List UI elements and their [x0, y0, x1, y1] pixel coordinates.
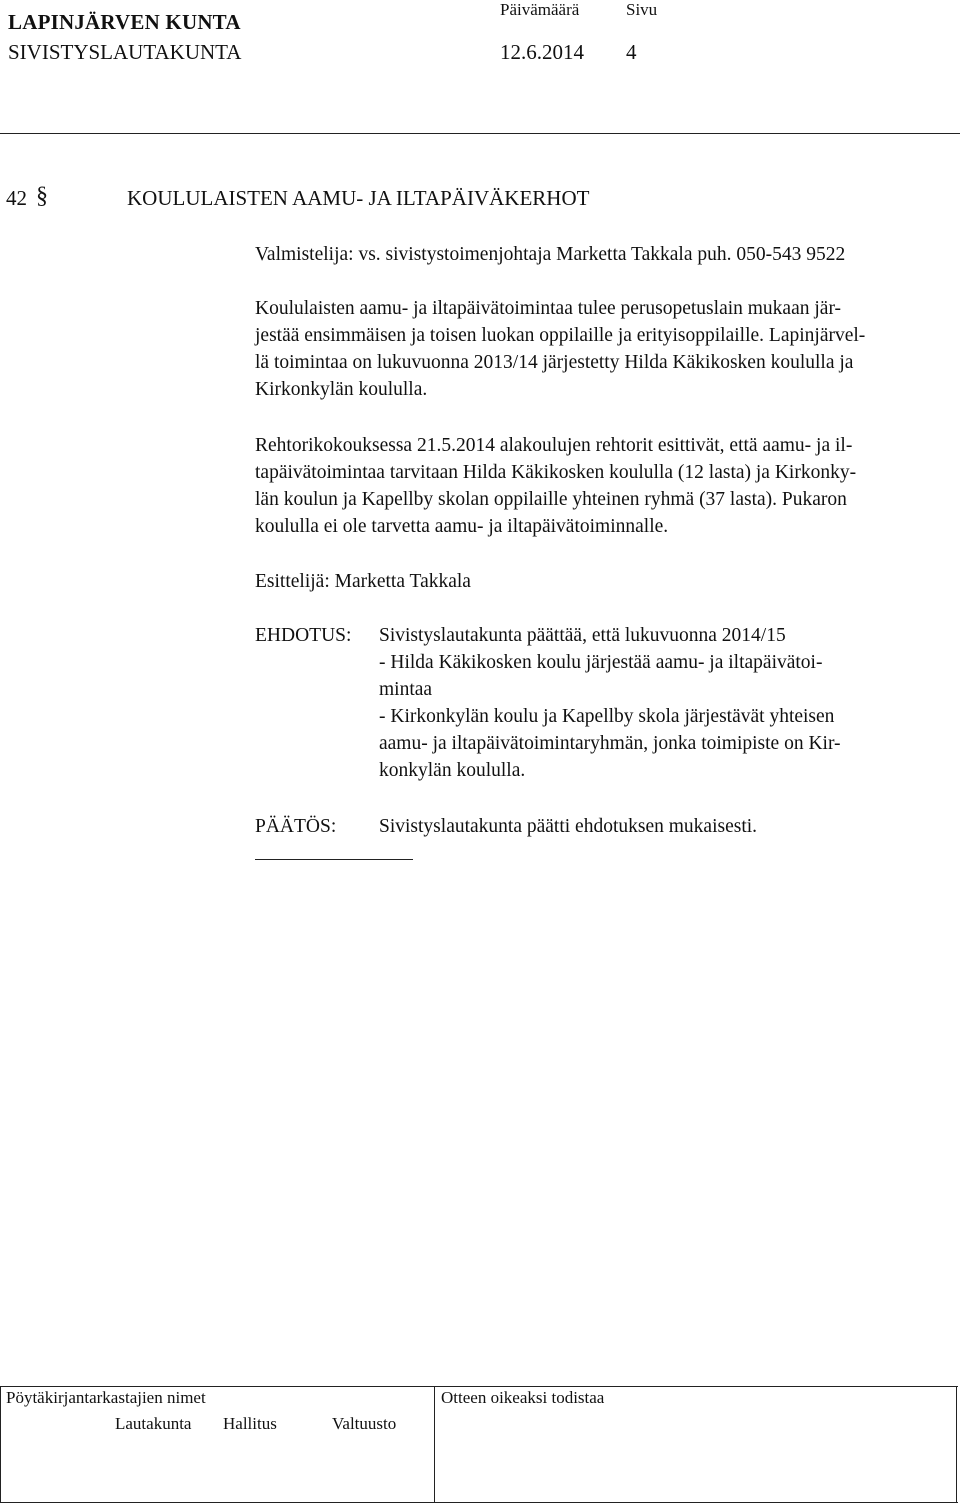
- proposal-line: konkylän koululla.: [379, 760, 526, 781]
- footer-top-border: [0, 1386, 958, 1387]
- organization-name: LAPINJÄRVEN KUNTA: [8, 10, 241, 34]
- checkers-label: Pöytäkirjantarkastajien nimet: [6, 1388, 206, 1407]
- body-label-board: Lautakunta: [115, 1414, 192, 1433]
- footer-signature-table: [0, 1386, 958, 1503]
- preparer-text: Valmistelija: vs. sivistystoimenjohtaja Marketta Takkala puh. 050-543 9522: [255, 244, 846, 265]
- copy-certification-label: Otteen oikeaksi todistaa: [441, 1388, 605, 1407]
- background-paragraph: [255, 295, 955, 403]
- paragraph-line: Rehtorikokouksessa 21.5.2014 alakoulujen rehtorit esittivät, että aamu- ja il-: [255, 435, 853, 456]
- footer-border-right: [956, 1386, 957, 1503]
- section-number: 42: [6, 186, 27, 210]
- preparer-line: [255, 241, 955, 268]
- presenter-text: Esittelijä: Marketta Takkala: [255, 571, 471, 592]
- proposal-label: EHDOTUS:: [255, 625, 352, 646]
- footer-border-left: [0, 1386, 1, 1503]
- paragraph-line: Kirkonkylän koululla.: [255, 379, 428, 400]
- date-label: Päivämäärä: [500, 0, 580, 19]
- body-label-council: Valtuusto: [332, 1414, 397, 1433]
- footer-border-middle: [434, 1386, 435, 1503]
- presenter-line: [255, 568, 955, 595]
- paragraph-line: tapäivätoimintaa tarvitaan Hilda Käkikosken koululla (12 lasta) ja Kirkonky-: [255, 462, 857, 483]
- section-title: KOULULAISTEN AAMU- JA ILTAPÄIVÄKERHOT: [127, 186, 590, 210]
- body-label-executive: Hallitus: [223, 1414, 277, 1433]
- paragraph-line: Koululaisten aamu- ja iltapäivätoimintaa tulee perusopetuslain mukaan jär-: [255, 298, 842, 319]
- proposal-text: [379, 622, 939, 784]
- paragraph-line: jestää ensimmäisen ja toisen luokan oppilaille ja erityisoppilaille. Lapinjärvel-: [255, 325, 866, 346]
- proposal-line: Sivistyslautakunta päättää, että lukuvuonna 2014/15: [379, 625, 786, 646]
- paragraph-line: län koulun ja Kapellby skolan oppilaille yhteinen ryhmä (37 lasta). Pukaron: [255, 489, 847, 510]
- proposal-line: - Kirkonkylän koulu ja Kapellby skola järjestävät yhteisen: [379, 706, 835, 727]
- page-number: 4: [626, 40, 637, 64]
- department-name: SIVISTYSLAUTAKUNTA: [8, 40, 242, 64]
- footer-bottom-border: [0, 1502, 958, 1503]
- principals-paragraph: [255, 432, 955, 540]
- meeting-date: 12.6.2014: [500, 40, 584, 64]
- proposal-line: aamu- ja iltapäivätoimintaryhmän, jonka toimipiste on Kir-: [379, 733, 841, 754]
- proposal-line: - Hilda Käkikosken koulu järjestää aamu- ja iltapäivätoi-: [379, 652, 823, 673]
- decision-text: Sivistyslautakunta päätti ehdotuksen mukaisesti.: [379, 816, 758, 837]
- paragraph-line: lä toimintaa on lukuvuonna 2013/14 järjestetty Hilda Käkikosken koululla ja: [255, 352, 854, 373]
- paragraph-line: koululla ei ole tarvetta aamu- ja iltapäivätoiminnalle.: [255, 516, 669, 537]
- end-rule: [255, 859, 413, 860]
- page-label: Sivu: [626, 0, 658, 19]
- decision-label: PÄÄTÖS:: [255, 816, 337, 837]
- proposal-line: mintaa: [379, 679, 433, 700]
- section-sign: §: [36, 183, 48, 209]
- header-divider: [0, 133, 960, 134]
